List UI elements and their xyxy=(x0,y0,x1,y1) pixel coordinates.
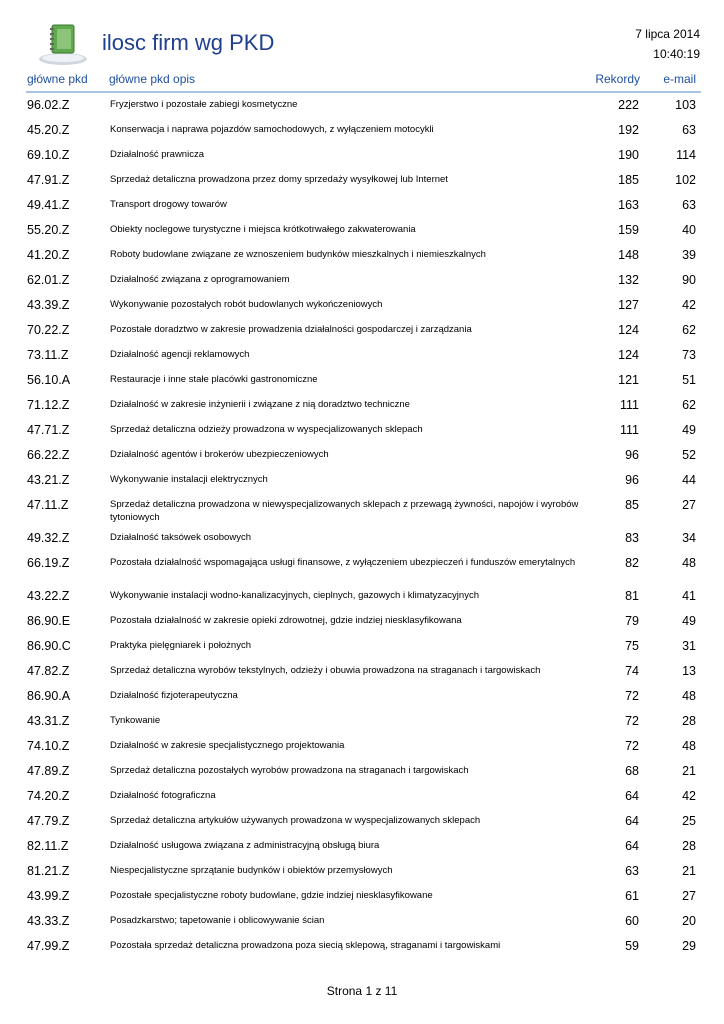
table-body xyxy=(0,94,724,960)
notebook-icon xyxy=(37,22,89,66)
records-count: 124 xyxy=(618,323,639,337)
column-header-row xyxy=(0,72,724,92)
pkd-code: 74.20.Z xyxy=(27,789,70,803)
pkd-description: Pozostała działalność wspomagająca usługi finansowe, z wyłączeniem ubezpieczeń i funduszów emerytalnych xyxy=(110,557,576,568)
pkd-description: Działalność agencji reklamowych xyxy=(110,349,250,360)
pkd-code: 43.33.Z xyxy=(27,914,70,928)
records-count: 185 xyxy=(618,173,639,187)
pkd-description: Wykonywanie instalacji elektrycznych xyxy=(110,474,268,485)
records-count: 64 xyxy=(625,839,639,853)
table-row xyxy=(0,319,724,344)
pkd-code: 47.11.Z xyxy=(27,498,69,512)
email-count: 34 xyxy=(682,531,696,545)
pkd-code: 43.21.Z xyxy=(27,473,70,487)
page-footer: Strona 1 z 11 xyxy=(326,984,398,998)
pkd-code: 74.10.Z xyxy=(27,739,70,753)
table-row xyxy=(0,419,724,444)
email-count: 114 xyxy=(676,148,696,162)
table-row xyxy=(0,144,724,169)
table-row xyxy=(0,685,724,710)
records-count: 60 xyxy=(625,914,639,928)
email-count: 28 xyxy=(682,714,696,728)
records-count: 64 xyxy=(625,814,639,828)
column-header-description: główne pkd opis xyxy=(109,72,196,86)
pkd-description: Działalność fotograficzna xyxy=(110,790,216,801)
table-row xyxy=(0,494,724,527)
pkd-description: Sprzedaż detaliczna wyrobów tekstylnych, odzieży i obuwia prowadzona na straganach i targowiskach xyxy=(110,665,541,676)
pkd-code: 47.71.Z xyxy=(27,423,70,437)
table-row xyxy=(0,369,724,394)
table-row xyxy=(0,94,724,119)
table-row xyxy=(0,660,724,685)
column-header-pkd: główne pkd xyxy=(27,72,88,86)
records-count: 111 xyxy=(619,398,639,412)
email-count: 39 xyxy=(682,248,696,262)
pkd-code: 86.90.A xyxy=(27,689,71,703)
pkd-code: 47.82.Z xyxy=(27,664,70,678)
table-row xyxy=(0,344,724,369)
pkd-description: Pozostała sprzedaż detaliczna prowadzona poza siecią sklepową, straganami i targowiskami xyxy=(110,940,501,951)
pkd-description: Działalność taksówek osobowych xyxy=(110,532,251,543)
column-header-email: e-mail xyxy=(663,72,696,86)
records-count: 85 xyxy=(625,498,639,512)
email-count: 29 xyxy=(682,939,696,953)
email-count: 102 xyxy=(675,173,696,187)
pkd-description: Konserwacja i naprawa pojazdów samochodowych, z wyłączeniem motocykli xyxy=(110,124,434,135)
table-row xyxy=(0,635,724,660)
records-count: 63 xyxy=(625,864,639,878)
records-count: 72 xyxy=(625,739,639,753)
records-count: 72 xyxy=(625,689,639,703)
pkd-code: 82.11.Z xyxy=(27,839,69,853)
records-count: 163 xyxy=(618,198,639,212)
pkd-description: Tynkowanie xyxy=(110,715,161,726)
table-row xyxy=(0,710,724,735)
pkd-description: Sprzedaż detaliczna prowadzona przez domy sprzedaży wysyłkowej lub Internet xyxy=(110,174,448,185)
pkd-description: Działalność związana z oprogramowaniem xyxy=(110,274,290,285)
pkd-description: Posadzkarstwo; tapetowanie i oblicowywanie ścian xyxy=(110,915,325,926)
records-count: 64 xyxy=(625,789,639,803)
email-count: 63 xyxy=(682,123,696,137)
records-count: 74 xyxy=(625,664,639,678)
pkd-description: Roboty budowlane związane ze wznoszeniem budynków mieszkalnych i niemieszkalnych xyxy=(110,249,486,260)
email-count: 63 xyxy=(682,198,696,212)
pkd-description: Działalność prawnicza xyxy=(110,149,204,160)
pkd-code: 66.19.Z xyxy=(27,556,70,570)
pkd-description: Niespecjalistyczne sprzątanie budynków i obiektów przemysłowych xyxy=(110,865,393,876)
table-row xyxy=(0,610,724,635)
email-count: 13 xyxy=(682,664,696,678)
pkd-code: 43.31.Z xyxy=(27,714,70,728)
email-count: 25 xyxy=(682,814,696,828)
pkd-description: Działalność fizjoterapeutyczna xyxy=(110,690,238,701)
records-count: 79 xyxy=(625,614,639,628)
table-row xyxy=(0,760,724,785)
records-count: 190 xyxy=(618,148,639,162)
records-count: 127 xyxy=(618,298,639,312)
pkd-description: Wykonywanie instalacji wodno-kanalizacyjnych, cieplnych, gazowych i klimatyzacyjnych xyxy=(110,590,479,601)
pkd-description: Sprzedaż detaliczna prowadzona w niewyspecjalizowanych sklepach z przewagą żywności, napojów i wyrobów tytoniowych xyxy=(110,499,579,523)
records-count: 68 xyxy=(625,764,639,778)
records-count: 59 xyxy=(625,939,639,953)
pkd-description: Fryzjerstwo i pozostałe zabiegi kosmetyczne xyxy=(110,99,298,110)
pkd-code: 71.12.Z xyxy=(27,398,70,412)
email-count: 31 xyxy=(682,639,696,653)
pkd-description: Obiekty noclegowe turystyczne i miejsca krótkotrwałego zakwaterowania xyxy=(110,224,416,235)
pkd-description: Sprzedaż detaliczna artykułów używanych prowadzona w wyspecjalizowanych sklepach xyxy=(110,815,481,826)
pkd-description: Wykonywanie pozostałych robót budowlanych wykończeniowych xyxy=(110,299,383,310)
email-count: 44 xyxy=(682,473,696,487)
table-row xyxy=(0,735,724,760)
email-count: 28 xyxy=(682,839,696,853)
email-count: 21 xyxy=(682,764,696,778)
pkd-description: Pozostałe specjalistyczne roboty budowlane, gdzie indziej niesklasyfikowane xyxy=(110,890,433,901)
pkd-code: 73.11.Z xyxy=(27,348,69,362)
table-row xyxy=(0,194,724,219)
report-title: ilosc firm wg PKD xyxy=(102,30,275,55)
pkd-description: Działalność usługowa związana z administracyjną obsługą biura xyxy=(110,840,380,851)
records-count: 75 xyxy=(625,639,639,653)
pkd-code: 56.10.A xyxy=(27,373,71,387)
table-row xyxy=(0,394,724,419)
table-row xyxy=(0,835,724,860)
pkd-code: 69.10.Z xyxy=(27,148,70,162)
pkd-description: Działalność agentów i brokerów ubezpieczeniowych xyxy=(110,449,329,460)
records-count: 222 xyxy=(618,98,639,112)
pkd-code: 47.99.Z xyxy=(27,939,70,953)
email-count: 27 xyxy=(682,889,696,903)
pkd-code: 43.22.Z xyxy=(27,589,70,603)
records-count: 96 xyxy=(625,473,639,487)
table-row xyxy=(0,860,724,885)
pkd-code: 62.01.Z xyxy=(27,273,70,287)
email-count: 52 xyxy=(682,448,696,462)
pkd-code: 86.90.E xyxy=(27,614,71,628)
report-header xyxy=(0,0,724,70)
table-row xyxy=(0,810,724,835)
table-row xyxy=(0,219,724,244)
pkd-description: Działalność w zakresie inżynierii i związane z nią doradztwo techniczne xyxy=(110,399,410,410)
table-row xyxy=(0,469,724,494)
table-row xyxy=(0,885,724,910)
email-count: 48 xyxy=(682,556,696,570)
table-row xyxy=(0,119,724,144)
email-count: 40 xyxy=(682,223,696,237)
pkd-description: Pozostała działalność w zakresie opieki zdrowotnej, gdzie indziej niesklasyfikowana xyxy=(110,615,462,626)
email-count: 48 xyxy=(682,739,696,753)
records-count: 159 xyxy=(618,223,639,237)
email-count: 41 xyxy=(682,589,696,603)
records-count: 124 xyxy=(618,348,639,362)
table-row xyxy=(0,269,724,294)
pkd-code: 47.89.Z xyxy=(27,764,70,778)
pkd-code: 41.20.Z xyxy=(27,248,70,262)
table-row xyxy=(0,444,724,469)
table-row xyxy=(0,244,724,269)
email-count: 42 xyxy=(682,789,696,803)
email-count: 49 xyxy=(682,423,696,437)
email-count: 103 xyxy=(675,98,696,112)
email-count: 27 xyxy=(682,498,696,512)
records-count: 192 xyxy=(618,123,639,137)
email-count: 49 xyxy=(682,614,696,628)
pkd-code: 86.90.C xyxy=(27,639,71,653)
pkd-code: 47.79.Z xyxy=(27,814,70,828)
table-row xyxy=(0,552,724,585)
email-count: 62 xyxy=(682,323,696,337)
table-row xyxy=(0,527,724,552)
pkd-code: 66.22.Z xyxy=(27,448,70,462)
email-count: 51 xyxy=(682,373,696,387)
pkd-description: Działalność w zakresie specjalistycznego projektowania xyxy=(110,740,345,751)
pkd-code: 43.99.Z xyxy=(27,889,70,903)
pkd-description: Transport drogowy towarów xyxy=(110,199,227,210)
pkd-code: 45.20.Z xyxy=(27,123,70,137)
records-count: 61 xyxy=(625,889,639,903)
records-count: 121 xyxy=(618,373,639,387)
table-row xyxy=(0,785,724,810)
pkd-description: Sprzedaż detaliczna odzieży prowadzona w wyspecjalizowanych sklepach xyxy=(110,424,423,435)
table-row xyxy=(0,935,724,960)
header-divider xyxy=(26,91,701,93)
records-count: 96 xyxy=(625,448,639,462)
email-count: 48 xyxy=(682,689,696,703)
pkd-description: Restauracje i inne stałe placówki gastronomiczne xyxy=(110,374,318,385)
records-count: 111 xyxy=(619,423,639,437)
pkd-description: Praktyka pielęgniarek i położnych xyxy=(110,640,251,651)
records-count: 83 xyxy=(625,531,639,545)
table-row xyxy=(0,169,724,194)
pkd-code: 47.91.Z xyxy=(27,173,70,187)
table-row xyxy=(0,585,724,610)
records-count: 81 xyxy=(625,589,639,603)
report-time: 10:40:19 xyxy=(653,47,700,61)
pkd-code: 55.20.Z xyxy=(27,223,70,237)
pkd-code: 96.02.Z xyxy=(27,98,70,112)
pkd-description: Sprzedaż detaliczna pozostałych wyrobów prowadzona na straganach i targowiskach xyxy=(110,765,469,776)
email-count: 62 xyxy=(682,398,696,412)
pkd-description: Pozostałe doradztwo w zakresie prowadzenia działalności gospodarczej i zarządzania xyxy=(110,324,472,335)
records-count: 132 xyxy=(618,273,639,287)
email-count: 21 xyxy=(682,864,696,878)
records-count: 72 xyxy=(625,714,639,728)
table-row xyxy=(0,294,724,319)
pkd-code: 43.39.Z xyxy=(27,298,70,312)
column-header-records: Rekordy xyxy=(595,72,640,86)
email-count: 42 xyxy=(682,298,696,312)
email-count: 20 xyxy=(682,914,696,928)
email-count: 90 xyxy=(682,273,696,287)
pkd-code: 49.41.Z xyxy=(27,198,70,212)
report-date: 7 lipca 2014 xyxy=(635,27,700,41)
email-count: 73 xyxy=(682,348,696,362)
pkd-code: 49.32.Z xyxy=(27,531,70,545)
pkd-code: 81.21.Z xyxy=(27,864,70,878)
records-count: 148 xyxy=(618,248,639,262)
pkd-code: 70.22.Z xyxy=(27,323,70,337)
table-row xyxy=(0,910,724,935)
records-count: 82 xyxy=(625,556,639,570)
